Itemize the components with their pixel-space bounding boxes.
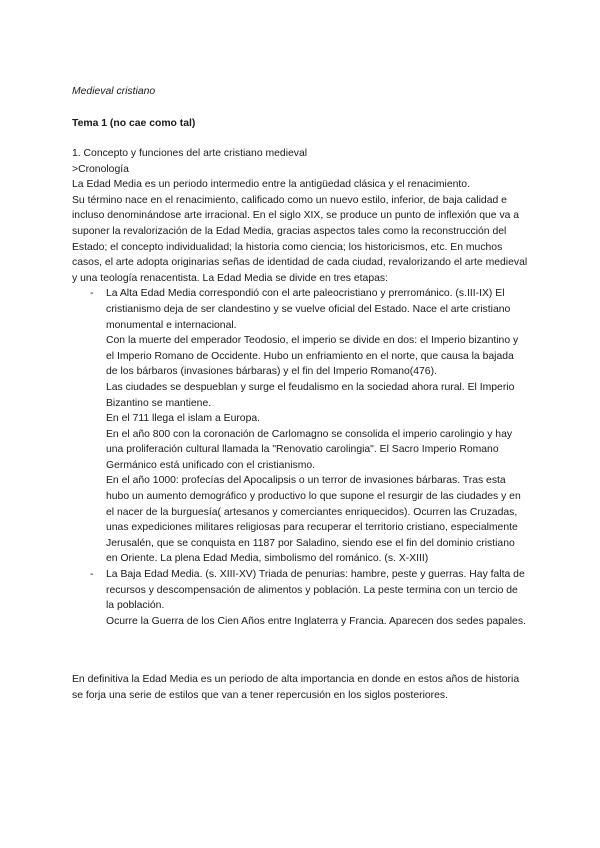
- stages-list: [72, 286, 528, 629]
- list-paragraph: En el año 1000: profecías del Apocalipsis o un terror de invasiones bárbaras. Tras esta hubo un aumento demográfico y productivo lo que supone el resurgir de las ciudades y en el nacer de la burguesía( artesanos y comerciantes enriquecidos). Ocurren las Cruzadas, unas expediciones militares religiosas para recuperar el territorio cristiano, especialmente Jerusalén, que se conquista en 1187 por Saladino, siendo ese el fin del dominio cristiano en Oriente. La plena Edad Media, simbolismo del románico. (s. X-XIII): [106, 475, 521, 565]
- document-body: [72, 146, 528, 629]
- intro-paragraph: La Edad Media es un periodo intermedio entre la antigüedad clásica y el renacimiento.: [72, 179, 470, 191]
- list-dash: -: [90, 288, 94, 300]
- conclusion-paragraph: En definitiva la Edad Media es un periodo de alta importancia en donde en estos años de historia se forja una serie de estilos que van a tener repercusión en los siglos posteriores.: [72, 674, 520, 701]
- list-paragraph: En el 711 llega el islam a Europa.: [106, 413, 261, 425]
- section-title: 1. Concepto y funciones del arte cristiano medieval: [72, 148, 308, 159]
- list-item: [72, 286, 528, 567]
- list-paragraph: La Baja Edad Media. (s. XIII-XV) Triada de penurias: hambre, peste y guerras. Hay falta de recursos y descompensación de alimentos y población. La peste termina con un tercio de la población.: [106, 569, 525, 612]
- list-paragraph: La Alta Edad Media correspondió con el arte paleocristiano y prerrománico. (s.III-IX) El cristianismo deja de ser clandestino y se vuelve oficial del Estado. Nace el arte cristiano monumental e internacional.: [106, 288, 511, 331]
- list-paragraph: Ocurre la Guerra de los Cien Años entre Inglaterra y Francia. Aparecen dos sedes papales.: [106, 615, 526, 627]
- list-paragraph: En el año 800 con la coronación de Carlomagno se consolida el imperio carolingio y hay una proliferación cultural llamada la "Renovatio carolingia". El Sacro Imperio Romano Germánico está unificado con el cristianismo.: [106, 428, 513, 471]
- topic-heading: Tema 1 (no cae como tal): [72, 118, 196, 129]
- list-paragraph: Las ciudades se despueblan y surge el feudalismo en la sociedad ahora rural. El Imperio Bizantino se mantiene.: [106, 381, 515, 409]
- document-subtitle: Medieval cristiano: [72, 86, 156, 97]
- subsection-title: >Cronología: [72, 163, 129, 175]
- intro-paragraph: Su término nace en el renacimiento, calificado como un nuevo estilo, inferior, de baja calidad e incluso denominándose arte irracional. En el siglo XIX, se produce un punto de inflexión que va a suponer la revalorización de la Edad Media, gracias aspectos tales como la reconstrucción del Estado; el concepto individualidad; la historia como ciencia; los historicismos, etc. En muchos casos, el arte adopta originarias señas de identidad de cada ciudad, revalorizando el arte medieval y una teología renacentista. La Edad Media se divide en tres etapas:: [72, 194, 528, 284]
- list-dash: -: [90, 569, 94, 581]
- list-item: [72, 567, 528, 629]
- list-paragraph: Con la muerte del emperador Teodosio, el imperio se divide en dos: el Imperio bizantino y el Imperio Romano de Occidente. Hubo un enfriamiento en el norte, que causa la bajada de los bárbaros (invasiones bárbaras) y el fin del Imperio Romano(476).: [106, 335, 519, 378]
